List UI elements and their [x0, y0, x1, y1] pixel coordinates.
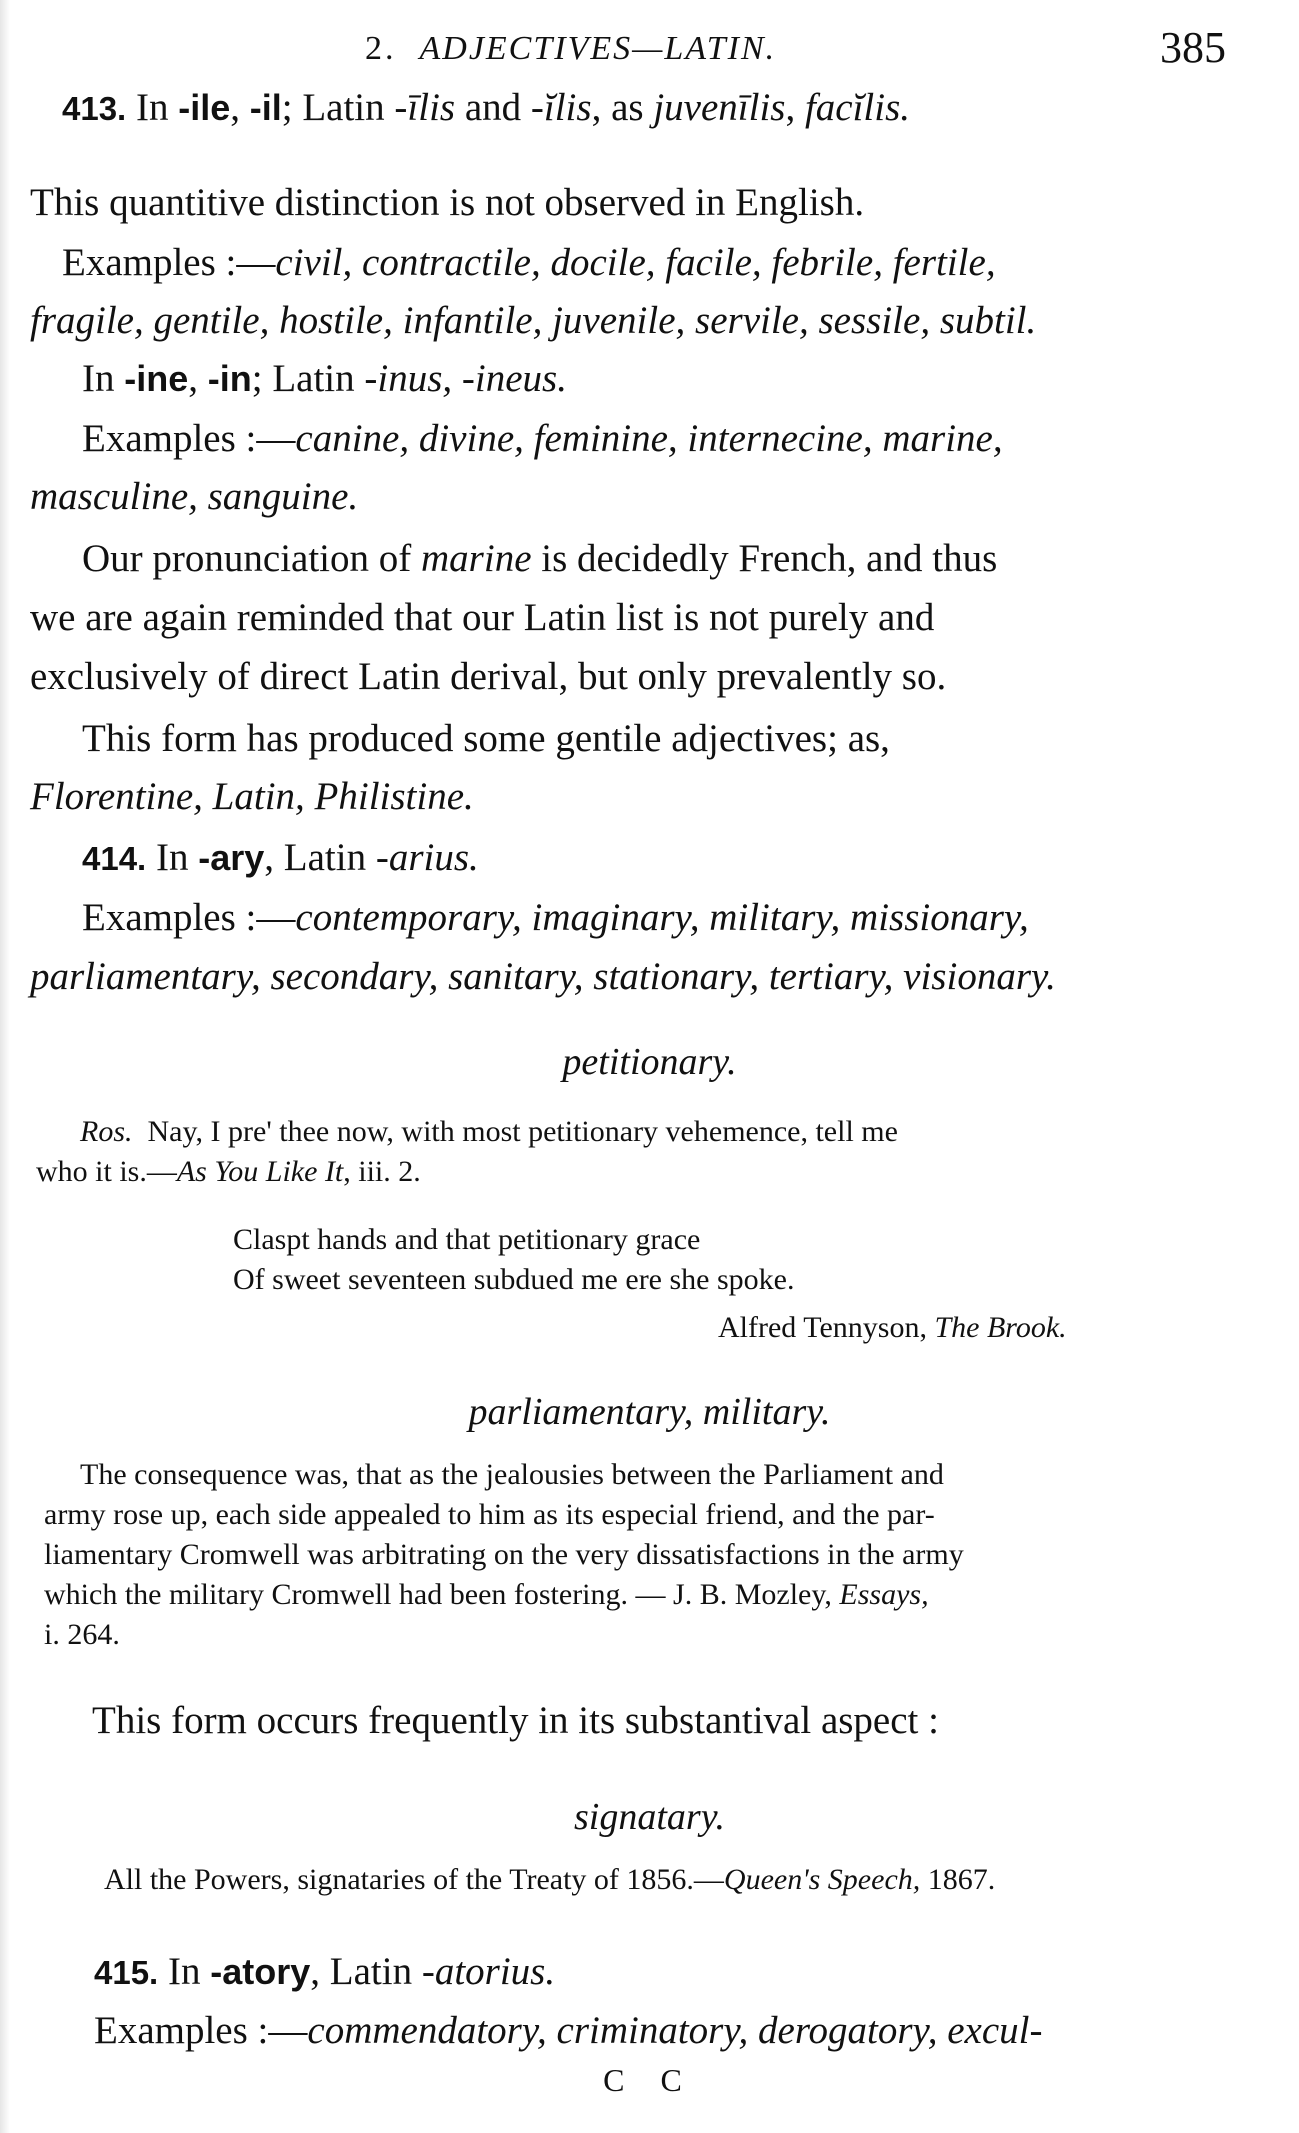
quote-text: who it is.—: [36, 1155, 177, 1188]
signature-mark: C C: [603, 2062, 696, 2098]
mozley-line-4: [44, 1575, 929, 1615]
poem-author: Alfred Tennyson,: [718, 1311, 927, 1344]
mozley-line-2: army rose up, each side appealed to him as its especial friend, and the par-: [44, 1498, 935, 1531]
text-in: In: [155, 836, 189, 879]
section-number: 413.: [62, 90, 127, 127]
quote-text: which the military Cromwell had been fostering. — J. B. Mozley,: [44, 1578, 832, 1611]
examples-list: fragile, gentile, hostile, infantile, juvenile, servile, sessile, subtil.: [30, 299, 1037, 342]
suffix-ine: -ine: [124, 358, 189, 399]
text-and: and: [464, 86, 522, 129]
examples-list: contemporary, imaginary, military, missionary,: [295, 896, 1029, 939]
mozley-line-1: The consequence was, that as the jealousies between the Parliament and: [80, 1458, 944, 1491]
text-latin: Latin: [329, 1950, 413, 1993]
marine-paragraph-3: exclusively of direct Latin derival, but only prevalently so.: [30, 655, 947, 698]
signatary-heading: signatary.: [574, 1796, 725, 1838]
gentile-paragraph-1: This form has produced some gentile adjectives; as,: [82, 717, 890, 760]
page-number: 385: [1160, 23, 1226, 72]
mozley-line-3: liamentary Cromwell was arbitrating on the very dissatisfactions in the army: [44, 1538, 964, 1571]
examples-list: masculine, sanguine.: [30, 475, 359, 518]
examples-label: Examples :—: [82, 896, 296, 939]
quote-text: Nay, I pre' thee now, with most petitionary vehemence, tell me: [147, 1115, 898, 1148]
latin-form: -arius.: [375, 836, 479, 879]
quote-year: 1867.: [927, 1863, 996, 1896]
section-number: 414.: [82, 840, 147, 877]
s414-examples-2: [30, 948, 1056, 1006]
ine-heading: In -ine, -in; Latin -inus, -ineus.: [82, 357, 567, 400]
examples-list: parliamentary, secondary, sanitary, stationary, tertiary, visionary.: [30, 955, 1056, 998]
text: is decidedly French, and thus: [541, 537, 998, 580]
parliamentary-heading: parliamentary, military.: [468, 1391, 831, 1433]
poem-attribution: [718, 1308, 1067, 1348]
suffix-atory: -atory: [210, 1951, 311, 1992]
running-header: [0, 22, 1299, 82]
suffix-ary: -ary: [198, 837, 265, 878]
s413-heading: 413. In -ile, -il; Latin -īlis and -ĭlis, as juvenīlis, facĭlis.: [62, 86, 911, 129]
text-in: In: [167, 1950, 201, 1993]
poem-line-1: Claspt hands and that petitionary grace: [233, 1223, 701, 1256]
ros-quote-2: [36, 1152, 421, 1192]
ine-examples-1: [82, 410, 1003, 468]
petitionary-heading: petitionary.: [562, 1041, 737, 1083]
text-in: In: [82, 357, 115, 400]
examples-list: canine, divine, feminine, internecine, marine,: [295, 417, 1003, 460]
examples-label: Examples :—: [82, 417, 296, 460]
latin-example-b: facĭlis.: [804, 86, 911, 129]
latin-example-a: juvenīlis: [653, 86, 786, 129]
running-title: [365, 30, 776, 68]
chapter-title: ADJECTIVES—LATIN.: [419, 30, 777, 67]
poem-title: The Brook.: [934, 1311, 1067, 1344]
gentile-examples: Florentine, Latin, Philistine.: [30, 775, 474, 818]
gentile-paragraph-2: [30, 768, 474, 826]
latin-form: -atorius.: [421, 1950, 556, 1993]
s415-heading: 415. In -atory, Latin -atorius.: [94, 1950, 556, 1993]
s413-examples-2: [30, 292, 1036, 350]
section-number: 415.: [94, 1954, 159, 1991]
suffix-ile: -ile: [178, 87, 231, 128]
poem-line-2: Of sweet seventeen subdued me ere she spoke.: [233, 1263, 795, 1296]
s414-heading: 414. In -ary, Latin -arius.: [82, 836, 479, 879]
examples-list: commendatory, criminatory, derogatory, excul-: [307, 2009, 1043, 2052]
quote-text: All the Powers, signataries of the Treaty of 1856.—: [104, 1863, 724, 1896]
ros-quote-1: [80, 1112, 898, 1152]
s414-examples-1: [82, 889, 1029, 947]
examples-label: Examples :—: [94, 2009, 308, 2052]
latin-forms: -inus, -ineus.: [364, 357, 567, 400]
quote-citation: , iii. 2.: [343, 1155, 421, 1188]
powers-quote: [104, 1860, 995, 1900]
substantival-note: This form occurs frequently in its substantival aspect :: [92, 1699, 939, 1742]
s413-examples-1: [62, 234, 1237, 292]
mozley-line-5: i. 264.: [44, 1618, 120, 1651]
s415-examples-1: [94, 2002, 1042, 2060]
ine-examples-2: [30, 468, 358, 526]
text-latin: Latin: [272, 357, 355, 400]
text-as: as: [611, 86, 644, 129]
chapter-number: 2.: [365, 30, 397, 67]
latin-form-a: -īlis: [394, 86, 456, 129]
quote-source: As You Like It: [176, 1155, 344, 1188]
marine-paragraph-1: [82, 530, 997, 588]
speaker-name: Ros.: [80, 1115, 133, 1148]
text-in: In: [135, 86, 169, 129]
quote-source: Queen's Speech,: [723, 1863, 921, 1896]
examples-label: Examples :—: [62, 241, 276, 284]
quote-source: Essays,: [839, 1578, 929, 1611]
word-marine: marine: [421, 537, 532, 580]
suffix-il: -il: [249, 87, 282, 128]
marine-paragraph-2: we are again reminded that our Latin list is not purely and: [30, 596, 935, 639]
examples-list: civil, contractile, docile, facile, febrile, fertile,: [275, 241, 996, 284]
latin-form-b: -ĭlis: [530, 86, 592, 129]
s413-note: This quantitive distinction is not observed in English.: [30, 181, 865, 224]
text: Our pronunciation of: [82, 537, 412, 580]
suffix-in: -in: [207, 358, 252, 399]
text-latin: Latin: [283, 836, 367, 879]
text-latin: Latin: [302, 86, 385, 129]
